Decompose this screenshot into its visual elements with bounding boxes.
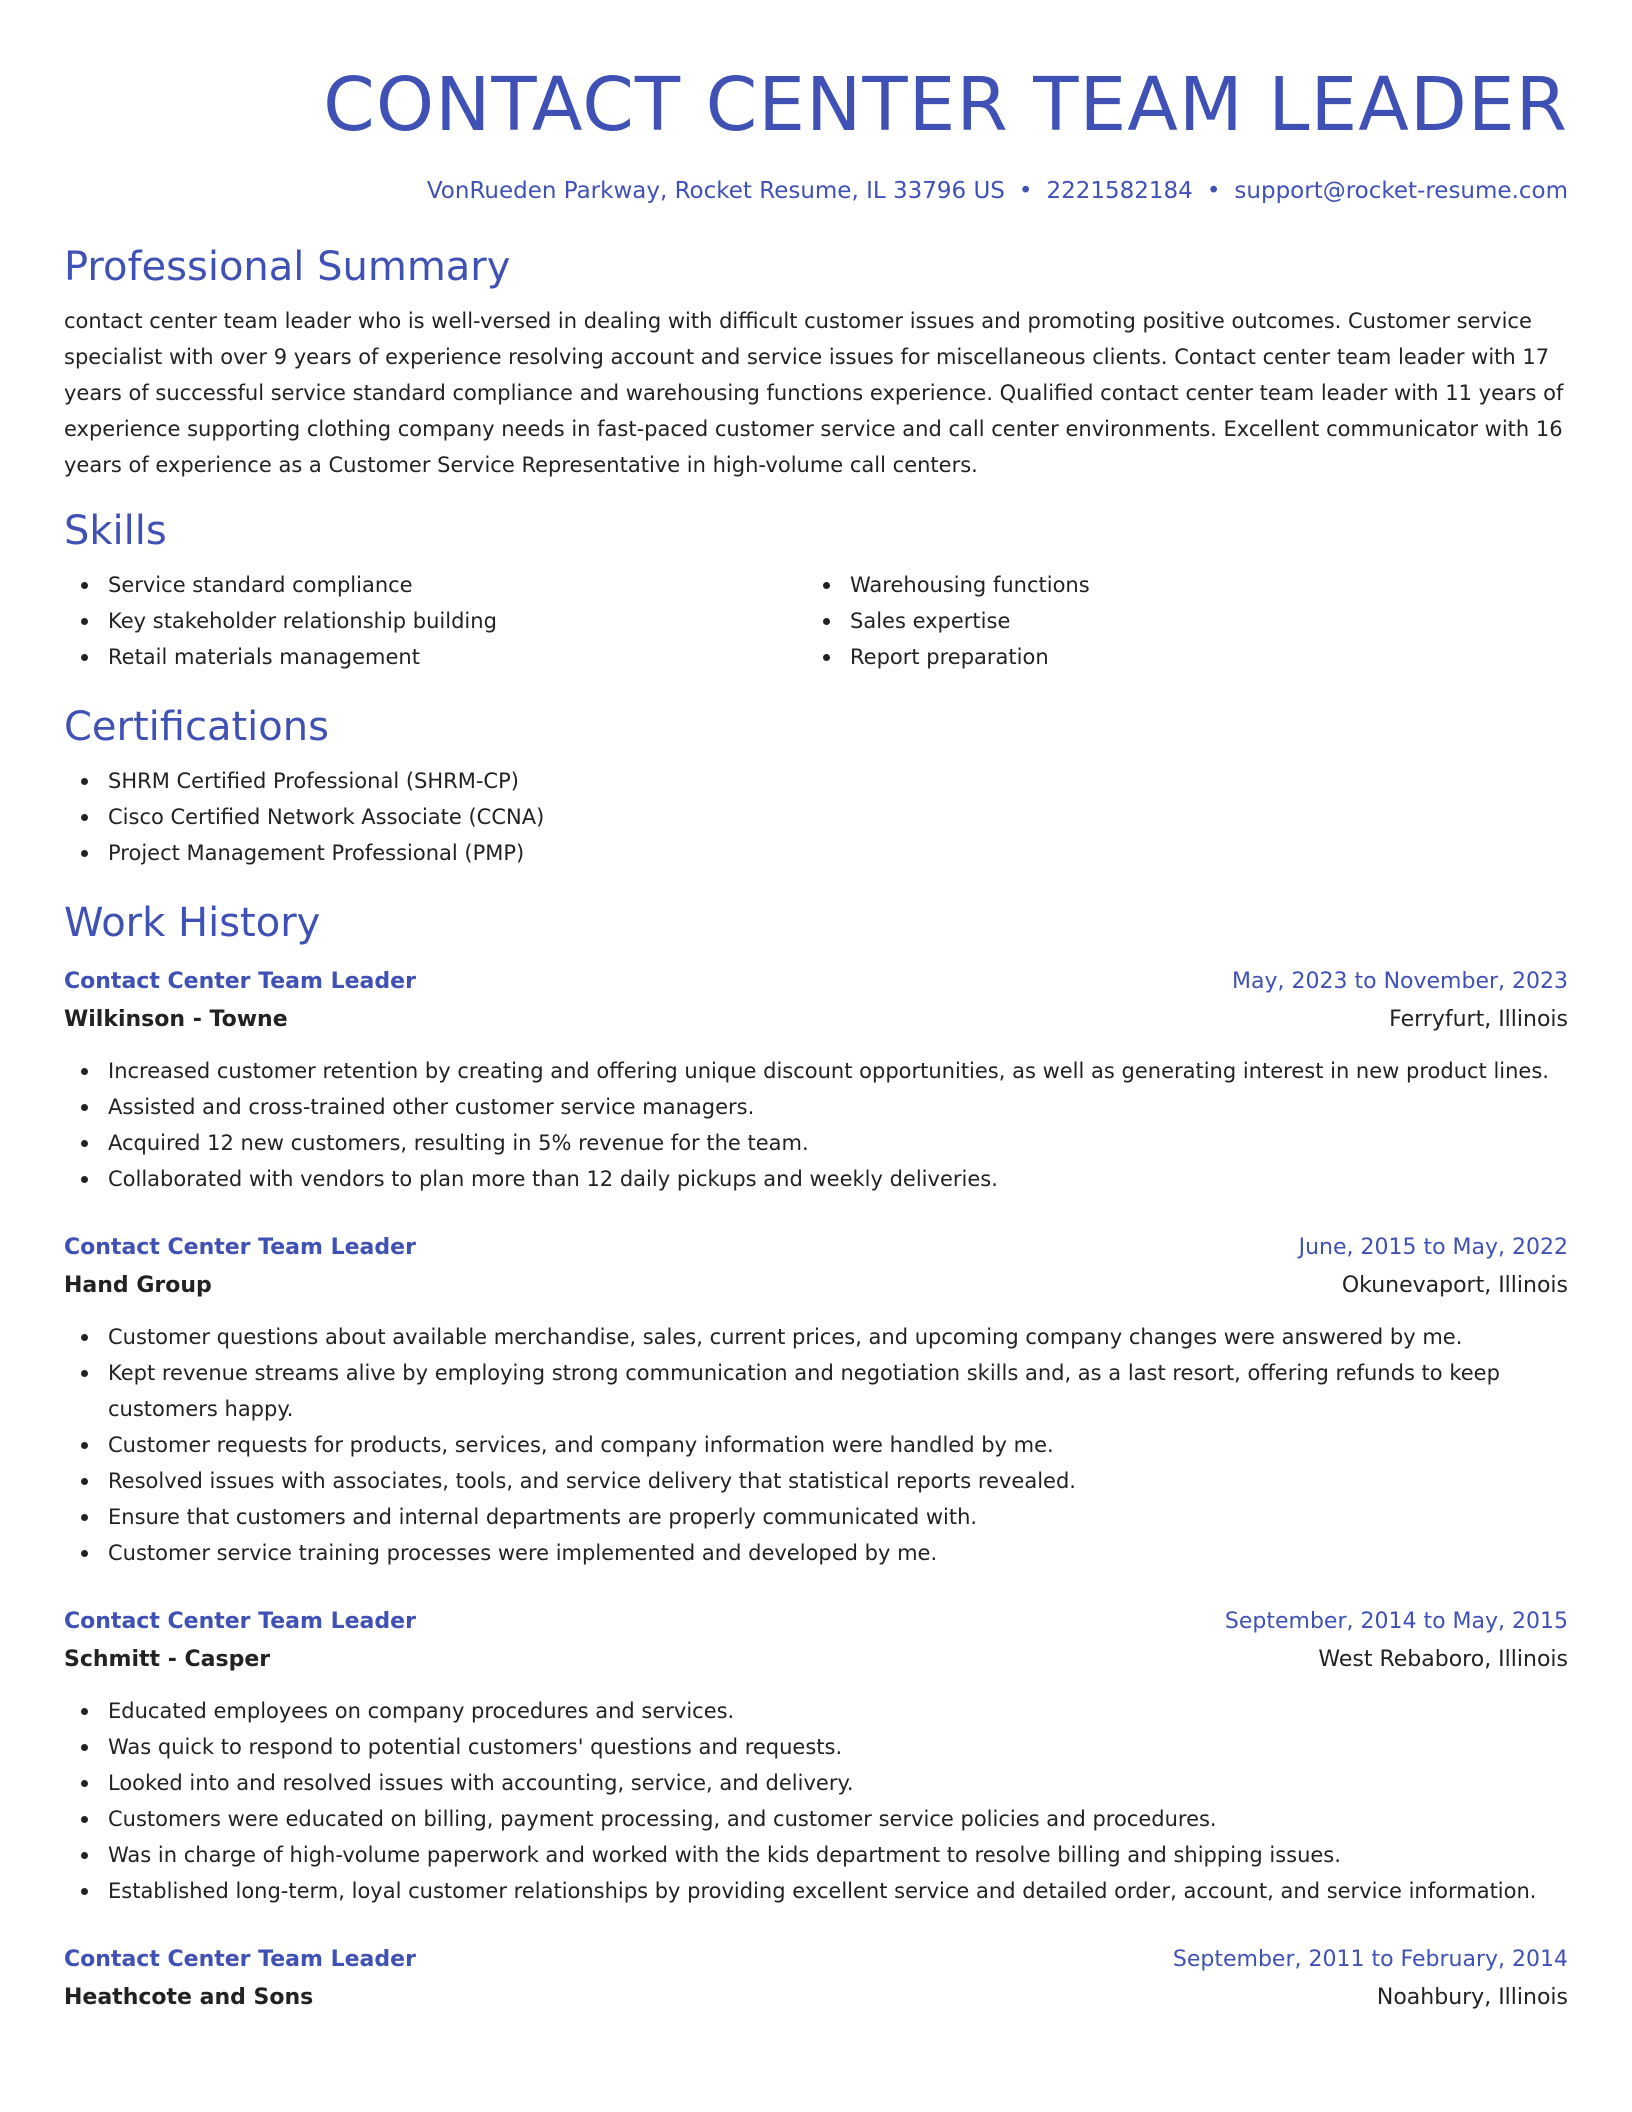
- job-title: Contact Center Team Leader: [64, 1235, 416, 1260]
- contact-separator: •: [1018, 178, 1033, 204]
- job-title: Contact Center Team Leader: [64, 1609, 416, 1634]
- job-title-row: [64, 1229, 1568, 1267]
- job-company: Heathcote and Sons: [64, 1985, 314, 2010]
- skill-item: Report preparation: [806, 639, 1548, 675]
- job-bullet: Customers were educated on billing, payment processing, and customer service policies and procedures.: [64, 1801, 1568, 1837]
- job-bullet: Kept revenue streams alive by employing strong communication and negotiation skills and, as a last resort, offering refunds to keep customers happy.: [64, 1355, 1568, 1427]
- contact-phone: 2221582184: [1046, 178, 1193, 204]
- certification-item: SHRM Certified Professional (SHRM-CP): [64, 763, 1568, 799]
- certification-item: Project Management Professional (PMP): [64, 835, 1568, 871]
- job-dates: September, 2014 to May, 2015: [1224, 1609, 1568, 1634]
- skill-item: Retail materials management: [64, 639, 806, 675]
- job-company-row: [64, 1001, 1568, 1039]
- job-company: Hand Group: [64, 1273, 212, 1298]
- job-title-row: [64, 963, 1568, 1001]
- contact-address: VonRueden Parkway, Rocket Resume, IL 33796 US: [426, 178, 1005, 204]
- job-dates: September, 2011 to February, 2014: [1172, 1947, 1568, 1972]
- job-bullet: Resolved issues with associates, tools, and service delivery that statistical reports revealed.: [64, 1463, 1568, 1499]
- job-dates: June, 2015 to May, 2022: [1298, 1235, 1568, 1260]
- resume-name: CONTACT CENTER TEAM LEADER: [323, 62, 1568, 148]
- skill-item: Key stakeholder relationship building: [64, 603, 806, 639]
- job-title: Contact Center Team Leader: [64, 969, 416, 994]
- skills-column-left: [64, 567, 806, 675]
- contact-email: support@rocket-resume.com: [1234, 178, 1568, 204]
- job-bullet: Ensure that customers and internal departments are properly communicated with.: [64, 1499, 1568, 1535]
- job-bullet: Customer questions about available merchandise, sales, current prices, and upcoming company changes were answered by me.: [64, 1319, 1568, 1355]
- job-bullet: Acquired 12 new customers, resulting in 5% revenue for the team.: [64, 1125, 1568, 1161]
- skill-item: Service standard compliance: [64, 567, 806, 603]
- job-bullet: Assisted and cross-trained other customer service managers.: [64, 1089, 1568, 1125]
- job-location: Noahbury, Illinois: [1376, 1985, 1568, 2010]
- job-entry: [64, 1941, 1568, 2017]
- contact-line: [64, 175, 1568, 207]
- job-bullet: Customer service training processes were implemented and developed by me.: [64, 1535, 1568, 1571]
- work-history-title: Work History: [64, 900, 321, 946]
- job-dates: May, 2023 to November, 2023: [1232, 969, 1568, 994]
- job-entry: [64, 1229, 1568, 1571]
- job-entry: [64, 963, 1568, 1197]
- contact-separator: •: [1206, 178, 1221, 204]
- summary-title: Professional Summary: [64, 244, 511, 290]
- certification-item: Cisco Certified Network Associate (CCNA): [64, 799, 1568, 835]
- job-entry: [64, 1603, 1568, 1909]
- job-title-row: [64, 1603, 1568, 1641]
- skills-columns: [64, 567, 1568, 675]
- skills-section: [64, 505, 1568, 675]
- job-location: Ferryfurt, Illinois: [1389, 1007, 1568, 1032]
- job-bullet: Customer requests for products, services, and company information were handled by me.: [64, 1427, 1568, 1463]
- job-bullets: [64, 1693, 1568, 1909]
- work-history-section: [64, 897, 1568, 2017]
- job-company-row: [64, 1979, 1568, 2017]
- job-bullet: Was in charge of high-volume paperwork and worked with the kids department to resolve billing and shipping issues.: [64, 1837, 1568, 1873]
- summary-section: [64, 241, 1568, 483]
- job-bullet: Was quick to respond to potential customers' questions and requests.: [64, 1729, 1568, 1765]
- job-company: Wilkinson - Towne: [64, 1007, 288, 1032]
- job-company-row: [64, 1641, 1568, 1679]
- skills-column-right: [806, 567, 1548, 675]
- skills-list-left: [64, 567, 806, 675]
- certifications-section: [64, 701, 1568, 871]
- skill-item: Warehousing functions: [806, 567, 1548, 603]
- skills-title: Skills: [64, 508, 167, 554]
- summary-text: contact center team leader who is well-versed in dealing with difficult customer issues and promoting positive outcomes. Customer service specialist with over 9 years of experience resolving account and service issues for miscellaneous clients. Contact center team leader with 17 years of successful service standard compliance and warehousing functions experience. Qualified contact center team leader with 11 years of experience supporting clothing company needs in fast-paced customer service and call center environments. Excellent communicator with 16 years of experience as a Customer Service Representative in high-volume call centers.: [64, 309, 1564, 477]
- job-bullet: Educated employees on company procedures and services.: [64, 1693, 1568, 1729]
- job-bullet: Looked into and resolved issues with accounting, service, and delivery.: [64, 1765, 1568, 1801]
- job-title: Contact Center Team Leader: [64, 1947, 416, 1972]
- job-bullets: [64, 1319, 1568, 1571]
- skill-item: Sales expertise: [806, 603, 1548, 639]
- resume-header: [64, 55, 1568, 207]
- job-location: West Rebaboro, Illinois: [1318, 1647, 1568, 1672]
- job-bullet: Collaborated with vendors to plan more than 12 daily pickups and weekly deliveries.: [64, 1161, 1568, 1197]
- job-bullets: [64, 1053, 1568, 1197]
- skills-list-right: [806, 567, 1548, 675]
- job-company: Schmitt - Casper: [64, 1647, 271, 1672]
- certifications-title: Certifications: [64, 704, 329, 750]
- certifications-list: [64, 763, 1568, 871]
- job-bullet: Increased customer retention by creating and offering unique discount opportunities, as well as generating interest in new product lines.: [64, 1053, 1568, 1089]
- job-bullet: Established long-term, loyal customer relationships by providing excellent service and detailed order, account, and service information.: [64, 1873, 1568, 1909]
- job-company-row: [64, 1267, 1568, 1305]
- job-location: Okunevaport, Illinois: [1341, 1273, 1568, 1298]
- job-title-row: [64, 1941, 1568, 1979]
